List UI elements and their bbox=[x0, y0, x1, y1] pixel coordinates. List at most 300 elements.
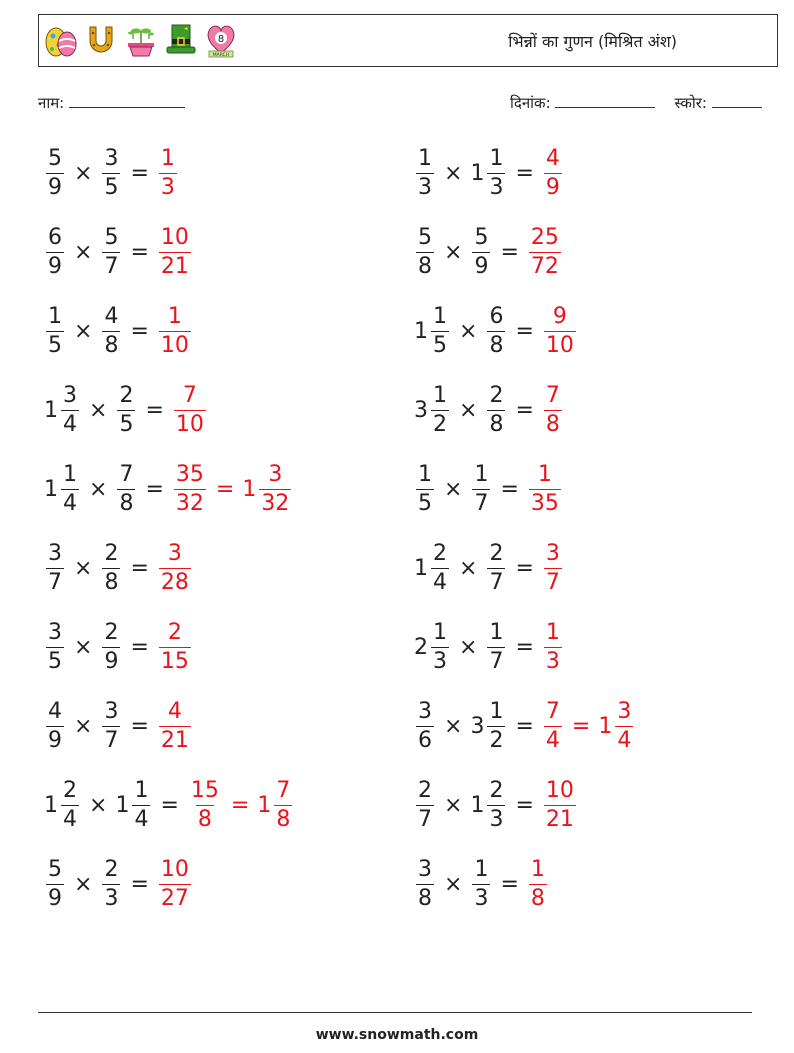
factor-b-fraction bbox=[487, 303, 505, 358]
factor-a-denominator: 8 bbox=[418, 253, 432, 279]
factor-a-numerator: 3 bbox=[48, 540, 62, 566]
answer-term bbox=[527, 224, 563, 279]
factor-b-denominator: 7 bbox=[474, 490, 489, 516]
equals-sign: = bbox=[130, 713, 149, 739]
leprechaun-hat-icon bbox=[164, 21, 198, 59]
answer-fraction bbox=[159, 224, 191, 279]
factor-b-numerator: 2 bbox=[119, 382, 134, 408]
factor-a-term bbox=[44, 145, 66, 200]
answer bbox=[157, 303, 193, 358]
problem-item bbox=[44, 217, 193, 287]
factor-b-numerator: 1 bbox=[474, 461, 489, 487]
answer-numerator: 1 bbox=[530, 856, 545, 882]
factor-a-denominator: 9 bbox=[48, 727, 62, 753]
problem-item bbox=[44, 691, 193, 761]
answer-term bbox=[542, 619, 564, 674]
times-sign: × bbox=[459, 634, 478, 660]
factor-b-numerator: 2 bbox=[104, 856, 119, 882]
factor-b-term bbox=[100, 303, 122, 358]
answer-numerator: 4 bbox=[167, 698, 182, 724]
factor-a-fraction bbox=[431, 382, 449, 437]
factor-a-numerator: 1 bbox=[433, 303, 447, 329]
answer-fraction bbox=[159, 698, 191, 753]
answer bbox=[542, 145, 564, 200]
factor-b-term bbox=[115, 777, 152, 832]
answer bbox=[527, 224, 563, 279]
factor-a-denominator: 5 bbox=[48, 648, 62, 674]
answer-denominator: 15 bbox=[160, 648, 189, 674]
times-sign: × bbox=[74, 239, 93, 265]
equals-sign: = bbox=[130, 871, 149, 897]
factor-a-fraction bbox=[61, 461, 79, 516]
answer-fraction bbox=[529, 224, 561, 279]
factor-a-fraction bbox=[416, 224, 434, 279]
factor-b-numerator: 5 bbox=[104, 224, 119, 250]
factor-b-term bbox=[470, 224, 492, 279]
answer-fraction bbox=[544, 303, 576, 358]
problem-item bbox=[44, 849, 193, 919]
factor-a-numerator: 3 bbox=[48, 619, 62, 645]
factor-a-numerator: 2 bbox=[433, 540, 447, 566]
factor-b-numerator: 3 bbox=[104, 145, 119, 171]
factor-a-fraction bbox=[46, 224, 64, 279]
equals-sign: = bbox=[515, 555, 534, 581]
answer bbox=[542, 303, 578, 358]
answer-denominator: 8 bbox=[197, 806, 212, 832]
equals-sign: = bbox=[515, 634, 534, 660]
problem-item bbox=[414, 296, 578, 366]
answer-term bbox=[157, 224, 193, 279]
factor-a-denominator: 5 bbox=[433, 332, 447, 358]
factor-b-denominator: 9 bbox=[474, 253, 489, 279]
factor-b-whole: 3 bbox=[470, 713, 485, 739]
factor-b-term bbox=[100, 540, 122, 595]
answer-numerator: 3 bbox=[545, 540, 560, 566]
factor-b-term bbox=[485, 619, 507, 674]
factor-b-numerator: 4 bbox=[104, 303, 119, 329]
factor-a-term bbox=[44, 856, 66, 911]
factor-a-whole: 3 bbox=[414, 397, 428, 423]
factor-b-term bbox=[115, 382, 137, 437]
answer bbox=[172, 461, 293, 516]
factor-b-denominator: 5 bbox=[119, 411, 134, 437]
equals-sign: = bbox=[515, 792, 534, 818]
heart-month-text: MARCH bbox=[212, 53, 230, 58]
heart-march-8-icon bbox=[204, 21, 238, 59]
problem-item bbox=[414, 454, 563, 524]
factor-a-fraction bbox=[46, 303, 64, 358]
factor-b-numerator: 1 bbox=[489, 145, 504, 171]
factor-a-denominator: 5 bbox=[418, 490, 432, 516]
answer-term bbox=[187, 777, 223, 832]
answer-fraction bbox=[189, 777, 221, 832]
answer-mixed-numerator: 7 bbox=[276, 777, 291, 803]
answer-numerator: 2 bbox=[167, 619, 182, 645]
factor-b-denominator: 8 bbox=[489, 411, 504, 437]
factor-a-fraction bbox=[416, 856, 434, 911]
answer-numerator: 3 bbox=[167, 540, 182, 566]
answer-denominator: 21 bbox=[160, 727, 189, 753]
problem-item bbox=[44, 454, 293, 524]
factor-b-term bbox=[100, 619, 122, 674]
factor-a-fraction bbox=[431, 303, 449, 358]
times-sign: × bbox=[444, 160, 463, 186]
factor-a-numerator: 1 bbox=[63, 461, 77, 487]
answer-denominator: 3 bbox=[160, 174, 175, 200]
answer-denominator: 21 bbox=[545, 806, 574, 832]
times-sign: × bbox=[89, 397, 108, 423]
footer-rule bbox=[38, 1012, 752, 1013]
problem-item bbox=[44, 533, 193, 603]
factor-b-numerator: 1 bbox=[489, 698, 504, 724]
answer-equals-sign: = bbox=[230, 792, 250, 818]
times-sign: × bbox=[444, 871, 463, 897]
factor-b-numerator: 2 bbox=[489, 777, 504, 803]
factor-a-term bbox=[44, 382, 81, 437]
answer-denominator: 10 bbox=[160, 332, 189, 358]
factor-a-fraction bbox=[46, 856, 64, 911]
answer-fraction bbox=[544, 382, 562, 437]
factor-b-fraction bbox=[132, 777, 150, 832]
answer-mixed-term bbox=[598, 698, 635, 753]
answer-fraction bbox=[159, 145, 177, 200]
answer-numerator: 9 bbox=[552, 303, 567, 329]
factor-b-denominator: 2 bbox=[489, 727, 504, 753]
easter-egg-icon bbox=[44, 21, 78, 59]
factor-b-fraction bbox=[102, 856, 120, 911]
date-score-fields bbox=[510, 92, 762, 113]
answer-denominator: 32 bbox=[175, 490, 204, 516]
times-sign: × bbox=[444, 239, 463, 265]
times-sign: × bbox=[74, 871, 93, 897]
factor-a-denominator: 3 bbox=[433, 648, 447, 674]
answer-fraction bbox=[529, 461, 561, 516]
factor-a-denominator: 3 bbox=[418, 174, 432, 200]
equals-sign: = bbox=[515, 713, 534, 739]
factor-a-term bbox=[414, 224, 436, 279]
answer-term bbox=[542, 540, 564, 595]
answer-term bbox=[542, 303, 578, 358]
factor-a-whole: 1 bbox=[44, 476, 58, 502]
answer-fraction bbox=[159, 540, 191, 595]
answer-fraction bbox=[544, 777, 576, 832]
factor-a-term bbox=[44, 540, 66, 595]
factor-a-term bbox=[414, 540, 451, 595]
times-sign: × bbox=[444, 713, 463, 739]
factor-a-numerator: 3 bbox=[63, 382, 77, 408]
factor-a-fraction bbox=[431, 619, 449, 674]
answer bbox=[542, 698, 635, 753]
factor-a-denominator: 4 bbox=[63, 490, 77, 516]
problem-item bbox=[44, 375, 208, 445]
answer-mixed-whole: 1 bbox=[598, 713, 613, 739]
problem-item bbox=[44, 138, 179, 208]
answer-denominator: 3 bbox=[545, 648, 560, 674]
answer bbox=[157, 698, 193, 753]
factor-a-fraction bbox=[46, 619, 64, 674]
factor-a-term bbox=[44, 224, 66, 279]
factor-b-term bbox=[100, 698, 122, 753]
answer-denominator: 21 bbox=[160, 253, 189, 279]
answer-fraction bbox=[159, 619, 191, 674]
factor-a-fraction bbox=[61, 382, 79, 437]
problem-item bbox=[44, 770, 294, 840]
date-line[interactable] bbox=[555, 92, 655, 108]
header-box bbox=[38, 14, 778, 67]
factor-b-numerator: 2 bbox=[104, 540, 119, 566]
problem-item bbox=[44, 296, 193, 366]
factor-b-fraction bbox=[102, 303, 120, 358]
answer-term bbox=[157, 145, 179, 200]
answer-numerator: 7 bbox=[182, 382, 197, 408]
answer bbox=[157, 145, 179, 200]
factor-b-term bbox=[470, 461, 492, 516]
problem-item bbox=[414, 691, 635, 761]
answer-mixed-term bbox=[257, 777, 294, 832]
answer-numerator: 1 bbox=[545, 619, 560, 645]
factor-b-denominator: 4 bbox=[134, 806, 149, 832]
times-sign: × bbox=[74, 318, 93, 344]
factor-a-term bbox=[414, 303, 451, 358]
equals-sign: = bbox=[500, 871, 519, 897]
answer-mixed-fraction bbox=[274, 777, 292, 832]
factor-b-denominator: 3 bbox=[489, 806, 504, 832]
answer-numerator: 10 bbox=[160, 856, 189, 882]
sheet-title: भिन्नों का गुणन (मिश्रित अंश) bbox=[508, 32, 677, 51]
factor-b-numerator: 1 bbox=[474, 856, 489, 882]
answer bbox=[527, 461, 563, 516]
factor-b-term bbox=[485, 540, 507, 595]
factor-b-fraction bbox=[117, 461, 135, 516]
answer-fraction bbox=[544, 698, 562, 753]
times-sign: × bbox=[74, 713, 93, 739]
answer-numerator: 1 bbox=[167, 303, 182, 329]
answer-numerator: 7 bbox=[545, 698, 560, 724]
answer-numerator: 1 bbox=[537, 461, 552, 487]
factor-a-denominator: 9 bbox=[48, 885, 62, 911]
answer-mixed-denominator: 32 bbox=[261, 490, 290, 516]
problem-item bbox=[414, 375, 564, 445]
factor-b-fraction bbox=[487, 777, 505, 832]
factor-b-whole: 1 bbox=[470, 792, 485, 818]
answer bbox=[157, 619, 193, 674]
answer-denominator: 8 bbox=[545, 411, 560, 437]
factor-b-numerator: 2 bbox=[104, 619, 119, 645]
heart-date-text: 8 bbox=[217, 34, 225, 45]
factor-a-fraction bbox=[46, 540, 64, 595]
answer-term bbox=[542, 382, 564, 437]
factor-b-denominator: 7 bbox=[489, 648, 504, 674]
sprout-pot-icon bbox=[124, 21, 158, 59]
answer bbox=[157, 856, 193, 911]
factor-a-denominator: 8 bbox=[418, 885, 432, 911]
answer bbox=[157, 540, 193, 595]
factor-a-whole: 1 bbox=[44, 792, 58, 818]
problem-item bbox=[414, 612, 564, 682]
factor-a-denominator: 9 bbox=[48, 253, 62, 279]
factor-a-term bbox=[44, 461, 81, 516]
answer-denominator: 28 bbox=[160, 569, 189, 595]
factor-b-fraction bbox=[487, 145, 505, 200]
factor-b-numerator: 3 bbox=[104, 698, 119, 724]
factor-a-fraction bbox=[46, 698, 64, 753]
factor-b-fraction bbox=[472, 224, 490, 279]
equals-sign: = bbox=[145, 397, 164, 423]
factor-b-term bbox=[485, 303, 507, 358]
answer-term bbox=[157, 303, 193, 358]
factor-a-term bbox=[414, 856, 436, 911]
factor-a-numerator: 5 bbox=[48, 145, 62, 171]
factor-b-fraction bbox=[487, 619, 505, 674]
factor-b-fraction bbox=[472, 856, 490, 911]
factor-a-term bbox=[414, 619, 451, 674]
factor-a-term bbox=[44, 698, 66, 753]
factor-b-term bbox=[100, 856, 122, 911]
factor-b-fraction bbox=[487, 698, 505, 753]
answer-term bbox=[542, 145, 564, 200]
header-icons bbox=[44, 21, 238, 59]
equals-sign: = bbox=[515, 160, 534, 186]
factor-b-fraction bbox=[472, 461, 490, 516]
answer-fraction bbox=[159, 856, 191, 911]
factor-a-denominator: 4 bbox=[433, 569, 447, 595]
factor-a-denominator: 9 bbox=[48, 174, 62, 200]
factor-b-numerator: 1 bbox=[134, 777, 149, 803]
factor-b-denominator: 3 bbox=[474, 885, 489, 911]
factor-a-term bbox=[44, 777, 81, 832]
equals-sign: = bbox=[130, 634, 149, 660]
answer-mixed-whole: 1 bbox=[242, 476, 257, 502]
equals-sign: = bbox=[160, 792, 179, 818]
problem-item bbox=[414, 138, 564, 208]
equals-sign: = bbox=[515, 318, 534, 344]
answer bbox=[542, 619, 564, 674]
factor-b-numerator: 5 bbox=[474, 224, 489, 250]
factor-a-term bbox=[414, 777, 436, 832]
times-sign: × bbox=[444, 792, 463, 818]
problem-item bbox=[414, 533, 564, 603]
answer bbox=[172, 382, 208, 437]
answer-term bbox=[172, 461, 208, 516]
equals-sign: = bbox=[130, 239, 149, 265]
factor-a-numerator: 5 bbox=[48, 856, 62, 882]
factor-b-numerator: 6 bbox=[489, 303, 504, 329]
answer-numerator: 10 bbox=[160, 224, 189, 250]
factor-b-term bbox=[100, 145, 122, 200]
answer bbox=[542, 382, 564, 437]
factor-a-numerator: 2 bbox=[63, 777, 77, 803]
factor-a-fraction bbox=[416, 777, 434, 832]
answer-mixed-fraction bbox=[615, 698, 633, 753]
answer-mixed-numerator: 3 bbox=[617, 698, 632, 724]
factor-b-term bbox=[470, 856, 492, 911]
answer-numerator: 15 bbox=[190, 777, 219, 803]
equals-sign: = bbox=[130, 555, 149, 581]
factor-a-denominator: 6 bbox=[418, 727, 432, 753]
answer-equals-sign: = bbox=[215, 476, 235, 502]
times-sign: × bbox=[89, 792, 108, 818]
answer-term bbox=[157, 619, 193, 674]
times-sign: × bbox=[74, 555, 93, 581]
answer-term bbox=[527, 856, 549, 911]
factor-b-denominator: 5 bbox=[104, 174, 119, 200]
score-line[interactable] bbox=[712, 92, 762, 108]
factor-b-denominator: 3 bbox=[489, 174, 504, 200]
answer bbox=[187, 777, 294, 832]
factor-b-fraction bbox=[102, 224, 120, 279]
problem-item bbox=[414, 849, 549, 919]
answer-fraction bbox=[544, 540, 562, 595]
name-field[interactable] bbox=[38, 92, 185, 113]
factor-a-whole: 1 bbox=[44, 397, 58, 423]
factor-b-denominator: 3 bbox=[104, 885, 119, 911]
equals-sign: = bbox=[130, 318, 149, 344]
answer-numerator: 10 bbox=[545, 777, 574, 803]
factor-b-term bbox=[100, 224, 122, 279]
factor-a-term bbox=[414, 145, 436, 200]
equals-sign: = bbox=[500, 239, 519, 265]
factor-b-denominator: 9 bbox=[104, 648, 119, 674]
answer-mixed-term bbox=[242, 461, 293, 516]
factor-a-fraction bbox=[416, 461, 434, 516]
times-sign: × bbox=[444, 476, 463, 502]
factor-a-numerator: 5 bbox=[418, 224, 432, 250]
answer-denominator: 8 bbox=[530, 885, 545, 911]
factor-a-fraction bbox=[416, 145, 434, 200]
factor-b-denominator: 7 bbox=[104, 727, 119, 753]
answer-term bbox=[542, 777, 578, 832]
factor-b-fraction bbox=[102, 540, 120, 595]
factor-b-numerator: 1 bbox=[489, 619, 504, 645]
answer-denominator: 35 bbox=[530, 490, 559, 516]
answer-denominator: 10 bbox=[545, 332, 574, 358]
factor-a-term bbox=[414, 698, 436, 753]
answer-term bbox=[172, 382, 208, 437]
factor-b-numerator: 2 bbox=[489, 540, 504, 566]
answer-fraction bbox=[544, 619, 562, 674]
factor-a-numerator: 1 bbox=[48, 303, 62, 329]
factor-a-denominator: 5 bbox=[48, 332, 62, 358]
name-line[interactable] bbox=[69, 92, 185, 108]
factor-a-fraction bbox=[431, 540, 449, 595]
factor-b-denominator: 7 bbox=[104, 253, 119, 279]
factor-a-fraction bbox=[416, 698, 434, 753]
answer-fraction bbox=[174, 382, 206, 437]
answer-numerator: 25 bbox=[530, 224, 559, 250]
factor-b-numerator: 7 bbox=[119, 461, 134, 487]
times-sign: × bbox=[74, 160, 93, 186]
equals-sign: = bbox=[515, 397, 534, 423]
factor-b-term bbox=[470, 777, 507, 832]
factor-b-numerator: 2 bbox=[489, 382, 504, 408]
factor-a-numerator: 1 bbox=[418, 145, 432, 171]
factor-a-term bbox=[414, 461, 436, 516]
times-sign: × bbox=[459, 318, 478, 344]
factor-b-whole: 1 bbox=[470, 160, 485, 186]
factor-b-term bbox=[470, 145, 507, 200]
answer-term bbox=[527, 461, 563, 516]
factor-a-whole: 2 bbox=[414, 634, 428, 660]
factor-b-fraction bbox=[117, 382, 135, 437]
factor-b-fraction bbox=[487, 382, 505, 437]
answer-equals-sign: = bbox=[571, 713, 591, 739]
factor-a-term bbox=[44, 619, 66, 674]
answer-denominator: 72 bbox=[530, 253, 559, 279]
factor-a-denominator: 4 bbox=[63, 411, 77, 437]
times-sign: × bbox=[89, 476, 108, 502]
times-sign: × bbox=[459, 397, 478, 423]
factor-b-denominator: 7 bbox=[489, 569, 504, 595]
